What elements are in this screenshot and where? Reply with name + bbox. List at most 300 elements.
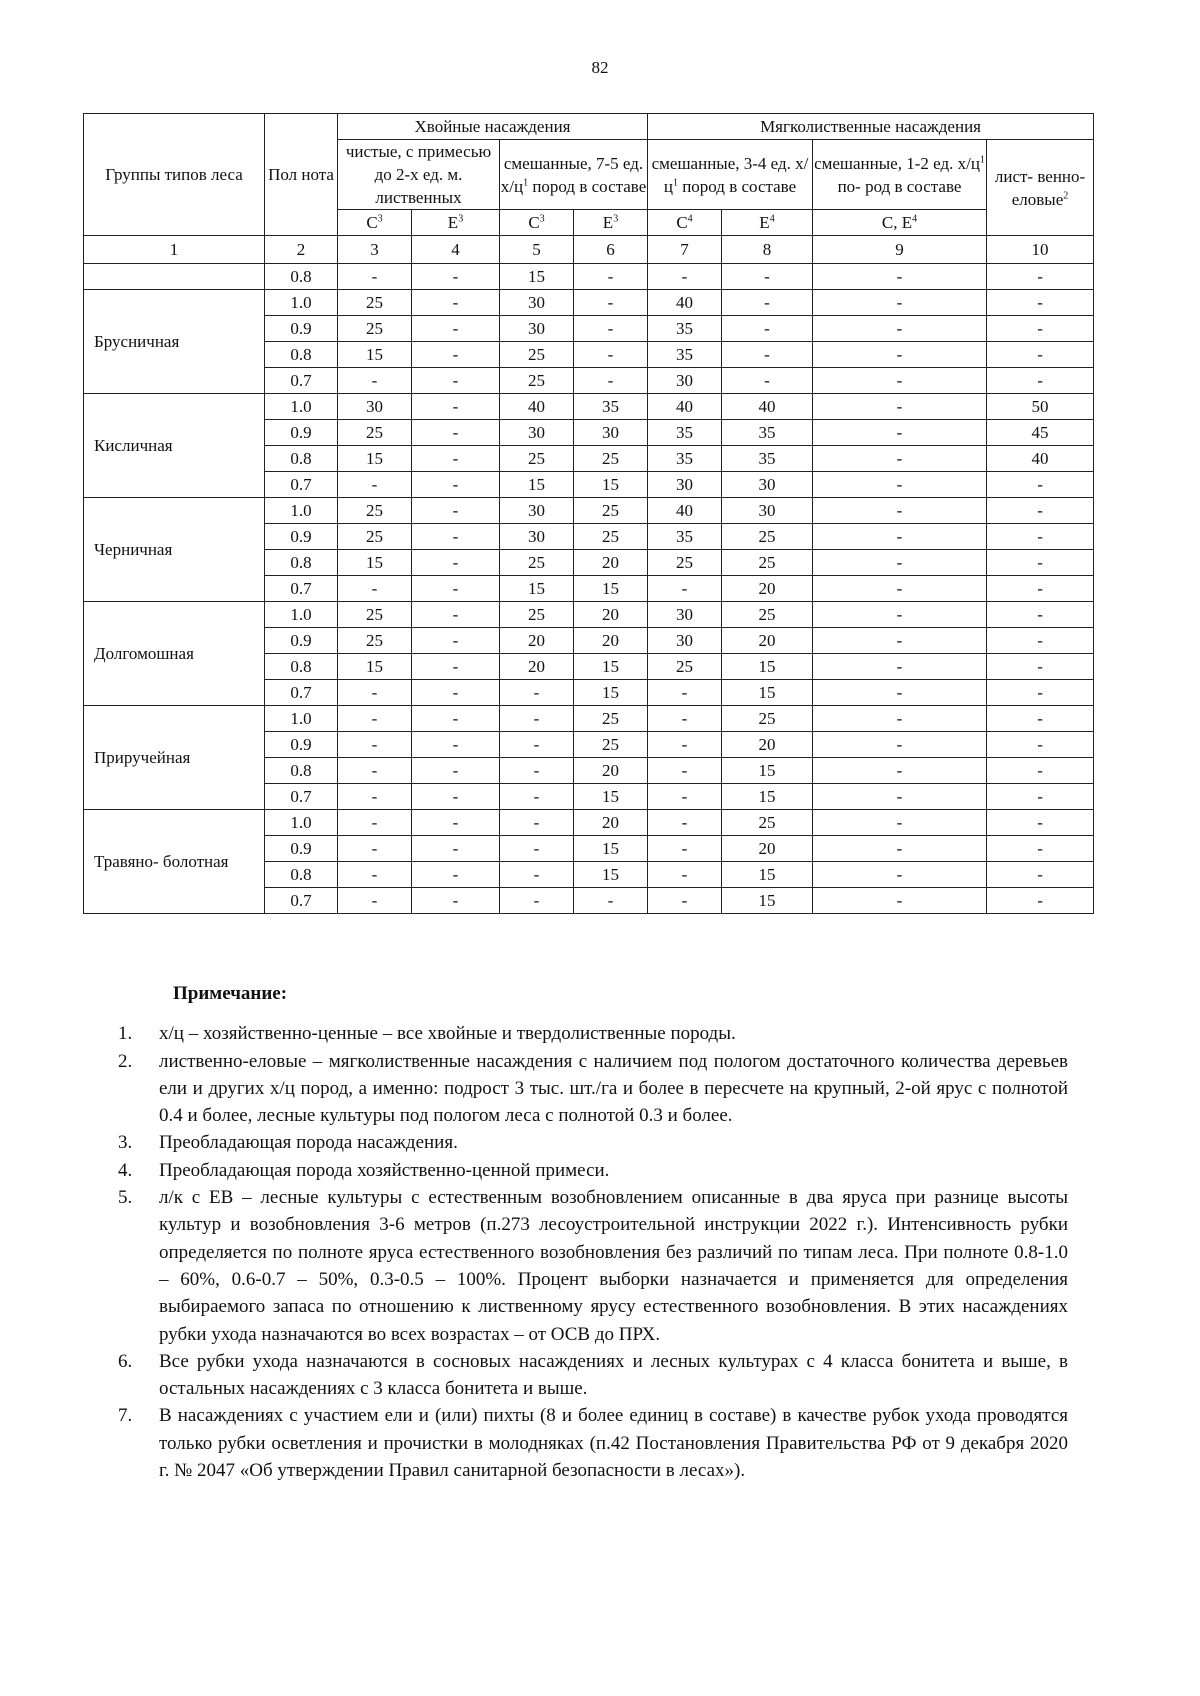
value-cell: - xyxy=(412,732,500,758)
column-number: 1 xyxy=(84,236,265,264)
value-cell: - xyxy=(574,290,648,316)
note-item xyxy=(118,1129,1068,1156)
value-cell: - xyxy=(813,524,987,550)
value-cell: - xyxy=(987,472,1094,498)
header-species-col6 xyxy=(574,210,648,236)
value-cell: 25 xyxy=(648,550,722,576)
value-cell: - xyxy=(338,810,412,836)
value-cell: - xyxy=(987,524,1094,550)
value-cell: - xyxy=(412,446,500,472)
note-text: Преобладающая порода хозяйственно-ценной примеси. xyxy=(159,1159,610,1181)
value-cell: 15 xyxy=(338,342,412,368)
value-cell: - xyxy=(813,264,987,290)
value-cell: - xyxy=(500,810,574,836)
value-cell: 15 xyxy=(722,654,813,680)
value-cell: 20 xyxy=(722,628,813,654)
note-number: 6. xyxy=(118,1350,133,1372)
value-cell: - xyxy=(987,758,1094,784)
value-cell: 25 xyxy=(338,524,412,550)
value-cell: - xyxy=(722,290,813,316)
density-cell: 0.7 xyxy=(265,784,338,810)
value-cell: - xyxy=(412,680,500,706)
value-cell: - xyxy=(813,784,987,810)
value-cell: 25 xyxy=(574,524,648,550)
note-text: Преобладающая порода насаждения. xyxy=(159,1132,458,1154)
value-cell: - xyxy=(412,810,500,836)
header-species-col4 xyxy=(412,210,500,236)
value-cell: - xyxy=(412,550,500,576)
value-cell: - xyxy=(813,836,987,862)
value-cell: - xyxy=(648,862,722,888)
value-cell: - xyxy=(987,316,1094,342)
table-row xyxy=(84,498,1094,524)
value-cell: 25 xyxy=(338,316,412,342)
value-cell: - xyxy=(813,628,987,654)
species-label: С xyxy=(528,213,540,232)
value-cell: - xyxy=(813,602,987,628)
note-number: 5. xyxy=(118,1187,133,1209)
value-cell: 15 xyxy=(722,888,813,914)
value-cell: - xyxy=(412,862,500,888)
value-cell: 30 xyxy=(648,628,722,654)
value-cell: 35 xyxy=(648,420,722,446)
value-cell: - xyxy=(987,602,1094,628)
value-cell: - xyxy=(813,888,987,914)
species-label: С xyxy=(676,213,688,232)
header-mixed-3-4-sup: 1 xyxy=(672,176,678,188)
value-cell: 30 xyxy=(500,498,574,524)
value-cell: - xyxy=(987,706,1094,732)
species-sup: 3 xyxy=(458,213,464,225)
header-species-col7 xyxy=(648,210,722,236)
value-cell: - xyxy=(722,264,813,290)
value-cell: - xyxy=(338,732,412,758)
value-cell: - xyxy=(648,758,722,784)
density-cell: 0.9 xyxy=(265,628,338,654)
header-mixed-1-2-sup: 1 xyxy=(979,153,985,165)
note-text: Все рубки ухода назначаются в сосновых насаждениях и лесных культурах с 4 класса бонитета и выше, в остальных насаждениях с 3 класса бонитета и выше. xyxy=(159,1350,1068,1400)
table-row xyxy=(84,264,1094,290)
value-cell: - xyxy=(813,706,987,732)
value-cell: 15 xyxy=(574,654,648,680)
species-sup: 4 xyxy=(912,213,918,225)
value-cell: - xyxy=(813,446,987,472)
value-cell: - xyxy=(412,316,500,342)
value-cell: 30 xyxy=(500,316,574,342)
header-mixed-7-5 xyxy=(500,140,648,210)
value-cell: - xyxy=(648,732,722,758)
species-label: Е xyxy=(602,213,614,232)
header-forest-type-groups: Группы типов леса xyxy=(84,114,265,236)
note-item xyxy=(118,1157,1068,1184)
density-cell: 0.7 xyxy=(265,368,338,394)
value-cell: 30 xyxy=(648,368,722,394)
value-cell: - xyxy=(500,784,574,810)
value-cell: - xyxy=(813,394,987,420)
value-cell: - xyxy=(338,836,412,862)
value-cell: - xyxy=(987,732,1094,758)
header-mixed-1-2-tail: по- род в составе xyxy=(837,176,962,196)
species-sup: 3 xyxy=(613,213,619,225)
value-cell: - xyxy=(338,862,412,888)
density-cell: 0.8 xyxy=(265,446,338,472)
header-pure-conifer: чистые, с примесью до 2-х ед. м. лиственных xyxy=(338,140,500,210)
value-cell: 15 xyxy=(574,472,648,498)
value-cell: 35 xyxy=(648,524,722,550)
note-number: 1. xyxy=(118,1023,133,1045)
header-mixed-3-4-text: смешанные, 3-4 ед. х/ц xyxy=(651,153,809,196)
value-cell: 15 xyxy=(574,680,648,706)
value-cell: - xyxy=(500,888,574,914)
value-cell: 25 xyxy=(500,602,574,628)
value-cell: - xyxy=(412,706,500,732)
density-cell: 1.0 xyxy=(265,706,338,732)
value-cell: - xyxy=(813,290,987,316)
group-name-cell: Травяно- болотная xyxy=(84,810,265,914)
value-cell: 25 xyxy=(338,498,412,524)
note-text: В насаждениях с участием ели и (или) пихты (8 и более единиц в составе) в качестве рубок ухода проводятся только рубки осветления и прочистки в молодняках (п.42 Постановления Правительства РФ от 9 декабря 2020 г. № 2047 «Об утверждении Правил санитарной безопасности в лесах»). xyxy=(159,1405,1068,1482)
value-cell: 25 xyxy=(574,446,648,472)
header-deciduous-spruce-text: лист- венно- еловые xyxy=(994,166,1086,209)
value-cell: - xyxy=(500,836,574,862)
value-cell: 15 xyxy=(722,862,813,888)
value-cell: - xyxy=(648,888,722,914)
value-cell: 25 xyxy=(722,810,813,836)
header-softwood-stands: Мягколиственные насаждения xyxy=(648,114,1094,140)
value-cell: 25 xyxy=(722,524,813,550)
species-sup: 4 xyxy=(687,213,693,225)
species-label: С xyxy=(366,213,378,232)
value-cell: - xyxy=(574,264,648,290)
header-mixed-1-2 xyxy=(813,140,987,210)
value-cell: - xyxy=(338,680,412,706)
note-text: лиственно-еловые – мягколиственные насаждения с наличием под пологом достаточного количества деревьев ели и других х/ц пород, а именно: подрост 3 тыс. шт./га и более в пересчете на крупный, 2-ой ярус с полнотой 0.4 и более, лесные культуры под пологом леса с полнотой 0.3 и более. xyxy=(159,1050,1068,1127)
value-cell: 25 xyxy=(722,550,813,576)
value-cell: - xyxy=(813,498,987,524)
value-cell: 15 xyxy=(338,654,412,680)
group-name-cell: Приручейная xyxy=(84,706,265,810)
species-sup: 4 xyxy=(769,213,775,225)
value-cell: 25 xyxy=(338,628,412,654)
value-cell: - xyxy=(338,784,412,810)
value-cell: - xyxy=(574,316,648,342)
note-number: 7. xyxy=(118,1405,133,1427)
value-cell: 30 xyxy=(648,602,722,628)
value-cell: - xyxy=(338,368,412,394)
value-cell: - xyxy=(987,680,1094,706)
column-number-row xyxy=(84,236,1094,264)
value-cell: - xyxy=(987,342,1094,368)
notes-title: Примечание: xyxy=(173,983,288,1004)
page-number: 82 xyxy=(591,58,609,77)
value-cell: - xyxy=(574,888,648,914)
value-cell: - xyxy=(338,706,412,732)
density-cell: 0.9 xyxy=(265,836,338,862)
value-cell: 20 xyxy=(574,758,648,784)
table-row xyxy=(84,290,1094,316)
value-cell: - xyxy=(648,810,722,836)
value-cell: - xyxy=(412,602,500,628)
value-cell: - xyxy=(412,472,500,498)
value-cell: 25 xyxy=(648,654,722,680)
table-row xyxy=(84,602,1094,628)
value-cell: - xyxy=(338,472,412,498)
header-mixed-7-5-text: смешанные, 7-5 ед. х/ц xyxy=(500,153,644,196)
value-cell: - xyxy=(500,732,574,758)
column-number: 9 xyxy=(813,236,987,264)
value-cell: 15 xyxy=(574,836,648,862)
density-cell: 0.7 xyxy=(265,472,338,498)
value-cell: - xyxy=(338,888,412,914)
header-species-col5 xyxy=(500,210,574,236)
value-cell: 15 xyxy=(338,550,412,576)
value-cell: - xyxy=(813,680,987,706)
value-cell: - xyxy=(987,628,1094,654)
value-cell: - xyxy=(574,342,648,368)
note-item xyxy=(118,1020,1068,1047)
value-cell: - xyxy=(987,550,1094,576)
value-cell: - xyxy=(412,888,500,914)
header-deciduous-spruce-sup: 2 xyxy=(1063,189,1069,201)
species-label: Е xyxy=(759,213,770,232)
density-cell: 1.0 xyxy=(265,394,338,420)
value-cell: - xyxy=(987,368,1094,394)
value-cell: - xyxy=(412,524,500,550)
value-cell: 15 xyxy=(500,264,574,290)
density-cell: 0.9 xyxy=(265,732,338,758)
value-cell: 40 xyxy=(987,446,1094,472)
value-cell: - xyxy=(813,420,987,446)
density-cell: 0.8 xyxy=(265,550,338,576)
value-cell: - xyxy=(648,264,722,290)
value-cell: 30 xyxy=(500,420,574,446)
header-conifer-stands: Хвойные насаждения xyxy=(338,114,648,140)
value-cell: 25 xyxy=(574,732,648,758)
header-mixed-7-5-tail: пород в составе xyxy=(532,176,647,196)
group-name-cell: Кисличная xyxy=(84,394,265,498)
value-cell: 25 xyxy=(500,550,574,576)
value-cell: - xyxy=(412,342,500,368)
value-cell: 25 xyxy=(500,342,574,368)
value-cell: 20 xyxy=(500,628,574,654)
density-cell: 1.0 xyxy=(265,498,338,524)
value-cell: - xyxy=(813,654,987,680)
value-cell: - xyxy=(813,550,987,576)
note-text: х/ц – хозяйственно-ценные – все хвойные и твердолиственные породы. xyxy=(159,1023,736,1045)
value-cell: 30 xyxy=(648,472,722,498)
value-cell: - xyxy=(813,368,987,394)
value-cell: - xyxy=(412,498,500,524)
value-cell: 15 xyxy=(338,446,412,472)
species-sup: 3 xyxy=(377,213,383,225)
value-cell: 15 xyxy=(722,758,813,784)
note-number: 3. xyxy=(118,1132,133,1154)
value-cell: 20 xyxy=(722,836,813,862)
value-cell: 30 xyxy=(500,290,574,316)
value-cell: - xyxy=(987,836,1094,862)
value-cell: - xyxy=(412,264,500,290)
value-cell: - xyxy=(813,472,987,498)
species-sup: 3 xyxy=(539,213,545,225)
value-cell: - xyxy=(987,576,1094,602)
value-cell: 20 xyxy=(500,654,574,680)
value-cell: - xyxy=(412,758,500,784)
value-cell: 35 xyxy=(648,446,722,472)
note-item xyxy=(118,1184,1068,1348)
thinning-intensity-table xyxy=(83,113,1094,914)
header-density: Пол нота xyxy=(265,114,338,236)
note-number: 4. xyxy=(118,1159,133,1181)
density-cell: 0.8 xyxy=(265,264,338,290)
value-cell: 25 xyxy=(338,290,412,316)
value-cell: - xyxy=(500,706,574,732)
value-cell: 20 xyxy=(722,732,813,758)
value-cell: - xyxy=(648,576,722,602)
value-cell: - xyxy=(648,680,722,706)
group-name-cell: Долгомошная xyxy=(84,602,265,706)
value-cell: - xyxy=(412,576,500,602)
value-cell: 35 xyxy=(574,394,648,420)
value-cell: - xyxy=(722,368,813,394)
value-cell: 20 xyxy=(574,550,648,576)
value-cell: 30 xyxy=(574,420,648,446)
density-cell: 0.7 xyxy=(265,576,338,602)
value-cell: 15 xyxy=(574,862,648,888)
value-cell: - xyxy=(987,264,1094,290)
value-cell: 15 xyxy=(500,472,574,498)
column-number: 6 xyxy=(574,236,648,264)
value-cell: - xyxy=(574,368,648,394)
density-cell: 1.0 xyxy=(265,290,338,316)
value-cell: - xyxy=(338,576,412,602)
value-cell: - xyxy=(987,810,1094,836)
value-cell: 30 xyxy=(500,524,574,550)
note-item xyxy=(118,1348,1068,1403)
column-number: 4 xyxy=(412,236,500,264)
value-cell: - xyxy=(338,758,412,784)
value-cell: - xyxy=(412,290,500,316)
value-cell: 35 xyxy=(648,342,722,368)
value-cell: - xyxy=(987,654,1094,680)
value-cell: - xyxy=(500,862,574,888)
density-cell: 1.0 xyxy=(265,602,338,628)
column-number: 7 xyxy=(648,236,722,264)
value-cell: 25 xyxy=(500,446,574,472)
header-species-col3 xyxy=(338,210,412,236)
value-cell: 15 xyxy=(722,784,813,810)
value-cell: 20 xyxy=(574,810,648,836)
value-cell: 15 xyxy=(722,680,813,706)
header-deciduous-spruce xyxy=(987,140,1094,236)
note-item xyxy=(118,1402,1068,1484)
density-cell: 0.7 xyxy=(265,680,338,706)
value-cell: 35 xyxy=(722,420,813,446)
group-name-cell xyxy=(84,264,265,290)
value-cell: 30 xyxy=(722,472,813,498)
value-cell: 20 xyxy=(722,576,813,602)
value-cell: - xyxy=(412,784,500,810)
column-number: 10 xyxy=(987,236,1094,264)
value-cell: - xyxy=(412,628,500,654)
density-cell: 1.0 xyxy=(265,810,338,836)
value-cell: 25 xyxy=(338,602,412,628)
column-number: 5 xyxy=(500,236,574,264)
value-cell: 35 xyxy=(722,446,813,472)
value-cell: - xyxy=(813,758,987,784)
column-number: 3 xyxy=(338,236,412,264)
value-cell: 25 xyxy=(338,420,412,446)
density-cell: 0.7 xyxy=(265,888,338,914)
note-number: 2. xyxy=(118,1050,133,1072)
value-cell: 40 xyxy=(500,394,574,420)
value-cell: 25 xyxy=(574,706,648,732)
value-cell: - xyxy=(987,290,1094,316)
value-cell: - xyxy=(412,368,500,394)
density-cell: 0.9 xyxy=(265,420,338,446)
header-species-col8 xyxy=(722,210,813,236)
value-cell: - xyxy=(412,654,500,680)
value-cell: - xyxy=(813,576,987,602)
value-cell: - xyxy=(722,342,813,368)
density-cell: 0.9 xyxy=(265,524,338,550)
value-cell: - xyxy=(648,784,722,810)
density-cell: 0.8 xyxy=(265,654,338,680)
header-mixed-3-4-tail: пород в составе xyxy=(682,176,797,196)
table-row xyxy=(84,394,1094,420)
species-label: Е xyxy=(447,213,459,232)
value-cell: 30 xyxy=(722,498,813,524)
value-cell: - xyxy=(987,784,1094,810)
value-cell: 25 xyxy=(500,368,574,394)
value-cell: - xyxy=(813,862,987,888)
density-cell: 0.8 xyxy=(265,862,338,888)
value-cell: 20 xyxy=(574,602,648,628)
value-cell: - xyxy=(412,836,500,862)
value-cell: 15 xyxy=(574,576,648,602)
density-cell: 0.8 xyxy=(265,342,338,368)
value-cell: - xyxy=(987,498,1094,524)
value-cell: 35 xyxy=(648,316,722,342)
value-cell: 40 xyxy=(648,498,722,524)
column-number: 8 xyxy=(722,236,813,264)
note-item xyxy=(118,1048,1068,1130)
value-cell: - xyxy=(813,732,987,758)
density-cell: 0.8 xyxy=(265,758,338,784)
value-cell: 15 xyxy=(500,576,574,602)
value-cell: 40 xyxy=(722,394,813,420)
notes-list xyxy=(118,1020,1068,1484)
table-row xyxy=(84,810,1094,836)
value-cell: 50 xyxy=(987,394,1094,420)
species-label: С, Е xyxy=(881,213,913,232)
value-cell: - xyxy=(987,888,1094,914)
value-cell: - xyxy=(500,758,574,784)
group-name-cell: Черничная xyxy=(84,498,265,602)
value-cell: 20 xyxy=(574,628,648,654)
density-cell: 0.9 xyxy=(265,316,338,342)
group-name-cell: Брусничная xyxy=(84,290,265,394)
header-mixed-7-5-sup: 1 xyxy=(523,176,529,188)
value-cell: - xyxy=(813,342,987,368)
value-cell: - xyxy=(813,810,987,836)
value-cell: - xyxy=(648,836,722,862)
value-cell: - xyxy=(987,862,1094,888)
value-cell: 40 xyxy=(648,394,722,420)
value-cell: - xyxy=(648,706,722,732)
table-row xyxy=(84,706,1094,732)
value-cell: 30 xyxy=(338,394,412,420)
value-cell: - xyxy=(412,420,500,446)
